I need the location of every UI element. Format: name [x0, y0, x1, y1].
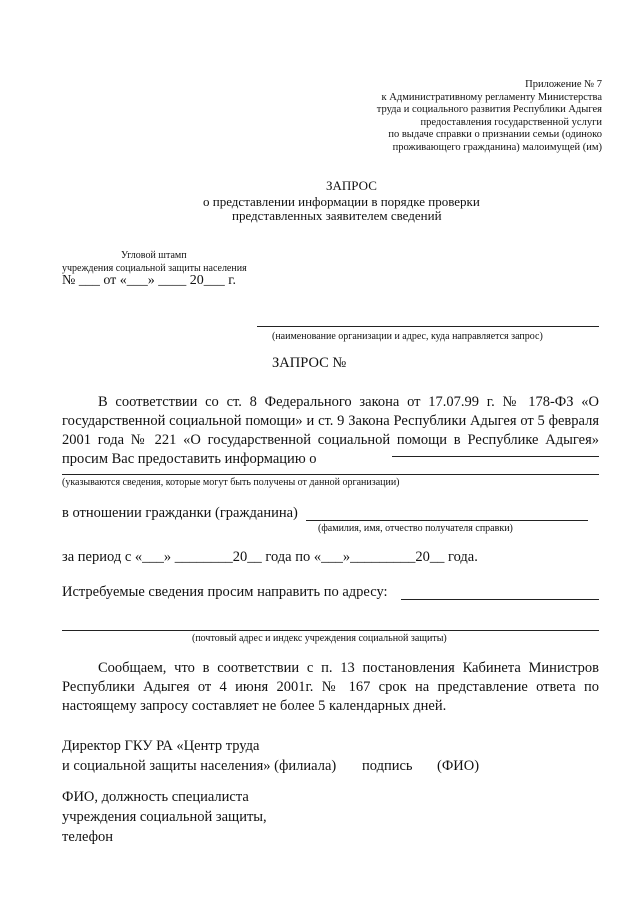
address-caption: (почтовый адрес и индекс учреждения социальной защиты) — [192, 633, 447, 644]
citizen-fill-line — [306, 520, 588, 521]
director-block — [62, 736, 502, 776]
stamp-label: Угловой штамп — [121, 250, 187, 261]
document-subtitle-2: представленных заявителем сведений — [232, 208, 442, 223]
paragraph-deadline-text: Сообщаем, что в соответствии с п. 13 постановления Кабинета Министров Республики Адыгея от 4 июня 2001г. № 167 срок на представление ответа по настоящему запросу составляет не более 5 календарных дней. — [62, 660, 599, 714]
appendix-line: проживающего гражданина) малоимущей (им) — [392, 141, 602, 153]
address-label: Истребуемые сведения просим направить по адресу: — [62, 584, 388, 600]
address-fill-line-2 — [62, 630, 599, 631]
info-fill-line-2 — [62, 474, 599, 475]
fio-label: (ФИО) — [437, 758, 480, 774]
recipient-line — [257, 326, 599, 327]
info-caption: (указываются сведения, которые могут быть получены от данной организации) — [62, 477, 400, 488]
director-title-2: и социальной защиты населения» (филиала) — [62, 758, 337, 774]
director-title-1: Директор ГКУ РА «Центр труда — [62, 738, 260, 754]
info-fill-line-1 — [392, 456, 599, 457]
paragraph-request — [62, 393, 599, 469]
request-title: ЗАПРОС № — [272, 355, 347, 371]
citizen-label: в отношении гражданки (гражданина) — [62, 505, 298, 521]
paragraph-request-text: В соответствии со ст. 8 Федерального закона от 17.07.99 г. № 178-ФЗ «О государственной социальной помощи» и ст. 9 Закона Республики Адыгея от 5 февраля 2001 года № 221 «О государственной социальной помощи в Республике Адыгея» просим Вас предоставить информацию о — [62, 394, 599, 467]
stamp-number-date: № ___ от «___» ____ 20___ г. — [62, 273, 236, 288]
specialist-block — [62, 787, 267, 847]
citizen-caption: (фамилия, имя, отчество получателя справки) — [318, 523, 513, 534]
appendix-line: труда и социального развития Республики Адыгея — [376, 104, 602, 116]
appendix-block — [377, 79, 602, 155]
paragraph-deadline — [62, 659, 599, 716]
appendix-line: по выдаче справки о признании семьи (одиноко — [388, 129, 602, 141]
address-fill-line-1 — [401, 599, 599, 600]
appendix-line: предоставления государственной услуги — [420, 116, 602, 128]
document-title: ЗАПРОС — [326, 178, 377, 193]
specialist-line-1: ФИО, должность специалиста — [62, 789, 249, 805]
specialist-line-2: учреждения социальной защиты, — [62, 809, 267, 825]
signature-label: подпись — [362, 758, 413, 774]
specialist-line-3: телефон — [62, 829, 114, 845]
period-line: за период с «___» ________20__ года по «___»_________20__ года. — [62, 549, 478, 565]
appendix-line: Приложение № 7 — [525, 79, 602, 90]
appendix-line: к Административному регламенту Министерства — [381, 91, 602, 103]
stamp-institution: учреждения социальной защиты населения — [62, 263, 247, 274]
document-subtitle-1: о представлении информации в порядке проверки — [203, 194, 480, 209]
recipient-caption: (наименование организации и адрес, куда направляется запрос) — [272, 331, 543, 342]
director-signature-row — [62, 756, 502, 776]
